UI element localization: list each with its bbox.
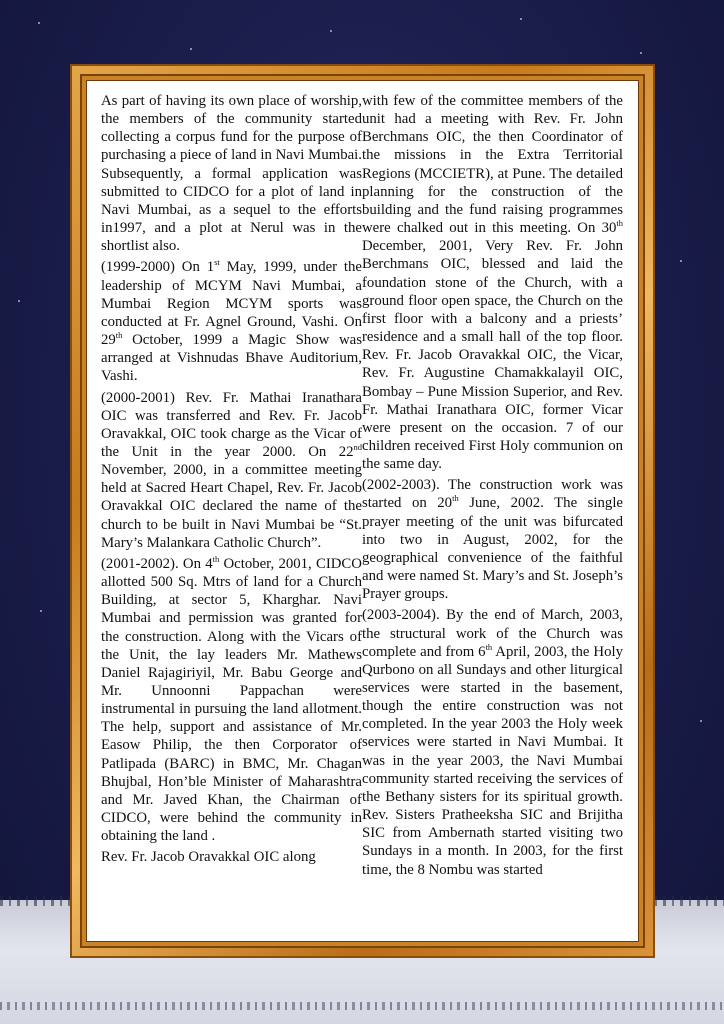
paragraph-text: December, 2001, Very Rev. Fr. John Berchmans OIC, blessed and laid the foundation stone of the Church, with a ground floor open space, the Church on the first floor with a balcony and a priests’ residence and a small hall of the top floor. Rev. Fr. Jacob Oravakkal OIC, the Vicar, Rev. Fr. Augustine Chamakkalayil OIC, Bombay – Pune Mission Superior, and Rev. Fr. Mathai Iranathara OIC, former Vicar were present on the occasion. 7 of our children received First Holy communion on the same day. (362, 238, 623, 473)
frame-inner-border (80, 74, 645, 948)
ordinal-suffix: nd (353, 442, 362, 453)
paragraph-2000-2001 (101, 389, 362, 552)
paragraph-text: (2003-2004). By the end of March, 2003, the structural work of the Church was complete and from 6 (362, 607, 623, 660)
ordinal-suffix: th (115, 330, 123, 341)
star-decoration (38, 22, 40, 24)
star-decoration (190, 48, 192, 50)
star-decoration (330, 30, 332, 32)
paragraph-text: As part of having its own place of worship, the members of the community started collecting a corpus fund for the purpose of purchasing a piece of land in Navi Mumbai. Subsequently, a formal application was submitted to CIDCO for a plot of land in Navi Mumbai, as a sequel to the efforts in1997, and a plot at Nerul was in the shortlist also. (101, 93, 362, 255)
paragraph-text: (2001-2002). On 4 (101, 555, 213, 572)
paragraph-2001-2002 (101, 555, 362, 846)
star-decoration (18, 300, 20, 302)
paragraph-2003-2004 (362, 606, 623, 878)
ordinal-suffix: th (452, 493, 459, 504)
paragraph-text: October, 1999 a Magic Show was arranged at Vishnudas Bhave Auditorium, Vashi. (101, 332, 362, 385)
ordinal-suffix: th (616, 218, 623, 229)
left-column (101, 92, 362, 941)
paragraph-text: June, 2002. The single prayer meeting of the unit was bifurcated into two in August, 2002, for the geographical convenience of the faithful and were named St. Mary’s and St. Joseph’s Prayer groups. (362, 495, 624, 603)
star-decoration (40, 610, 42, 612)
paragraph-text: (2000-2001) Rev. Fr. Mathai Iranathara OIC was transferred and Rev. Fr. Jacob Oravakkal, OIC took charge as the Vicar of the Unit in the year 2000. On 22 (101, 389, 362, 460)
ordinal-suffix: th (485, 641, 493, 652)
ordinal-suffix: th (212, 553, 220, 564)
paragraph-2002-2003 (362, 476, 623, 603)
paragraph-text: Rev. Fr. Jacob Oravakkal OIC along (101, 849, 316, 866)
paragraph-1999-2000 (101, 258, 362, 385)
torn-edge-bottom (0, 1002, 724, 1010)
paragraph-text: May, 1999, under the leadership of MCYM Navi Mumbai, a Mumbai Region MCYM sports was conducted at Fr. Agnel Ground, Vashi. On 29 (101, 259, 362, 349)
star-decoration (700, 720, 702, 722)
paragraph-text: November, 2000, in a committee meeting held at Sacred Heart Chapel, Rev. Fr. Jacob Oravakkal OIC declared the name of the church to be built in Navi Mumbai be “St. Mary’s Malankara Catholic Church”. (101, 462, 362, 551)
document-page (86, 80, 639, 942)
gold-picture-frame (70, 64, 655, 958)
paragraph-foundation-stone (362, 92, 623, 473)
paragraph-text: October, 2001, CIDCO allotted 500 Sq. Mtrs of land for a Church Building, at sector 5, Kharghar. Navi Mumbai and permission was granted for the construction. Along with the Vicars of the Unit, the lay leaders Mr. Mathews Daniel Rajagiriyil, Mr. Babu George and Mr. Unnoonni Pappachan were instrumental in pursuing the land allotment. The help, support and assistance of Mr. Easow Philip, the then Corporator of Patlipada (BARC) in BMC, Mr. Chagan Bhujbal, Hon’ble Minister of Maharashtra and Mr. Javed Khan, the Chairman of CIDCO, were behind the community in obtaining the land . (101, 555, 362, 845)
paragraph-corpus-fund (101, 92, 362, 255)
right-column (362, 92, 623, 941)
ordinal-suffix: st (214, 257, 220, 268)
paragraph-text: (1999-2000) On 1 (101, 259, 215, 276)
star-decoration (520, 18, 522, 20)
paragraph-oravakkal-meeting (101, 848, 362, 866)
paragraph-text: (2002-2003). The construction work was started on 20 (362, 477, 623, 512)
star-decoration (640, 52, 642, 54)
paragraph-text: April, 2003, the Holy Qurbono on all Sundays and other liturgical services were started in the basement, though the entire construction was not completed. In the year 2003 the Holy week services were started in Navi Mumbai. It was in the year 2003, the Navi Mumbai community started receiving the services of the Bethany sisters for its spiritual growth. Rev. Sisters Pratheeksha SIC and Brijitha SIC from Ambernath started visiting two Sundays in a month. In 2003, for the first time, the 8 Nombu was started (362, 643, 623, 878)
star-decoration (680, 260, 682, 262)
paragraph-text: with few of the committee members of the unit had a meeting with Rev. Fr. John Berchmans OIC, the then Coordinator of the missions in the Extra Territorial Regions (MCCIETR), at Pune. The detailed planning for the construction of the building and the fund raising programmes were chalked out in this meeting. On 30 (362, 93, 623, 237)
